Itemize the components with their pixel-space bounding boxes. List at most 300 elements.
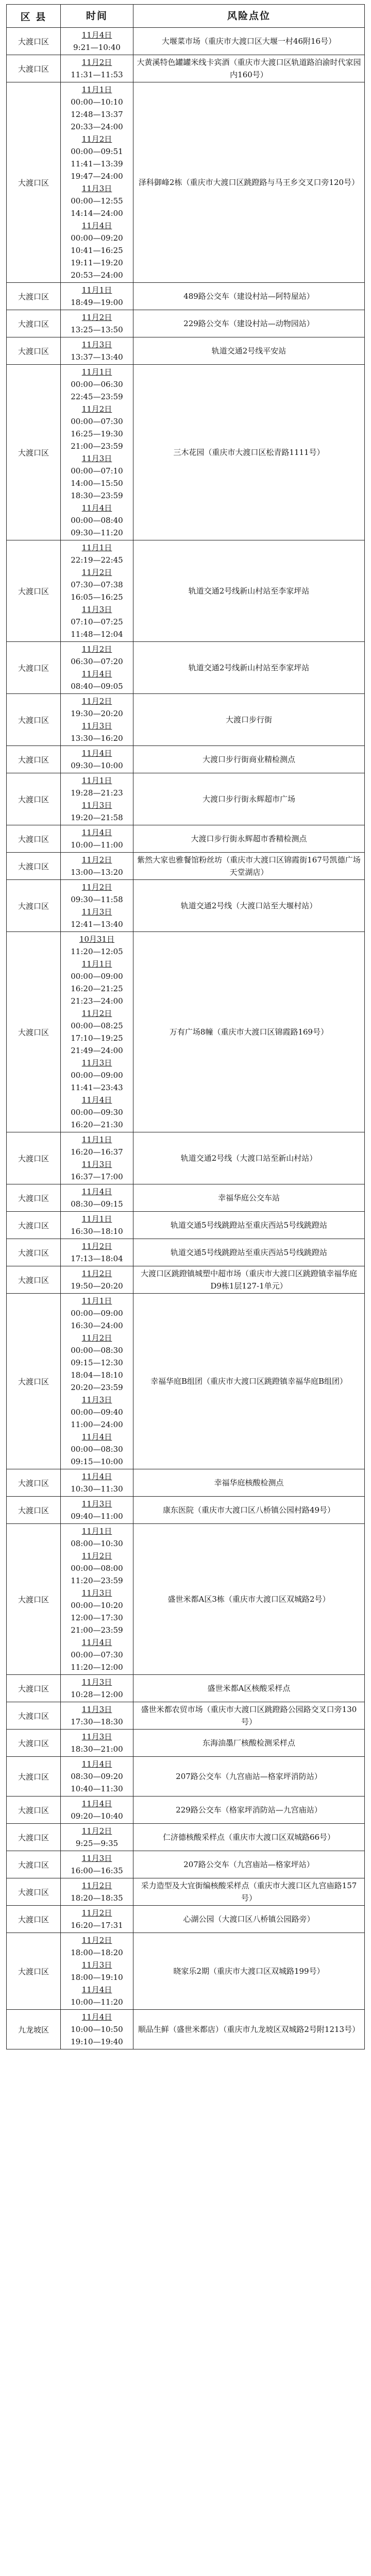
date-label: 11月4日 — [81, 1985, 112, 1994]
date-label: 11月2日 — [81, 1936, 112, 1945]
time-range: 14:14—24:00 — [71, 209, 123, 218]
time-cell — [61, 932, 133, 1132]
time-cell — [61, 825, 133, 853]
table-row — [7, 1797, 365, 1824]
table-row — [7, 1675, 365, 1702]
time-cell — [61, 365, 133, 540]
time-range: 14:00—15:50 — [71, 479, 123, 488]
date-label: 11月1日 — [81, 776, 112, 785]
place-cell: 轨道交通2号线新山村站至李家坪站 — [133, 540, 365, 642]
time-range: 09:30—10:00 — [71, 761, 123, 770]
time-cell — [61, 1702, 133, 1730]
time-cell — [61, 1266, 133, 1294]
time-cell — [61, 1239, 133, 1266]
date-label: 11月4日 — [81, 2012, 112, 2022]
time-range: 00:00—09:20 — [71, 233, 123, 243]
time-cell — [61, 1824, 133, 1851]
time-range: 21:23—24:00 — [71, 996, 123, 1006]
time-range: 20:53—24:00 — [71, 270, 123, 280]
time-cell — [61, 337, 133, 365]
table-row — [7, 1524, 365, 1675]
district-cell: 大渡口区 — [7, 1266, 61, 1294]
time-range: 11:00—24:00 — [71, 1420, 123, 1429]
time-range: 18:20—18:35 — [71, 1893, 123, 1903]
time-range: 18:00—19:10 — [71, 1973, 123, 1982]
time-range: 11:48—12:04 — [71, 630, 123, 639]
time-range: 12:48—13:37 — [71, 110, 123, 119]
time-range: 00:00—07:30 — [71, 417, 123, 426]
place-cell: 晓家乐2期（重庆市大渡口区双城路199号） — [133, 1933, 365, 2010]
time-cell — [61, 1294, 133, 1469]
time-range: 16:30—24:00 — [71, 1321, 123, 1330]
time-range: 09:30—11:20 — [71, 528, 123, 537]
table-row — [7, 365, 365, 540]
time-range: 18:30—23:59 — [71, 491, 123, 500]
place-cell: 三木花园（重庆市大渡口区松青路1111号） — [133, 365, 365, 540]
district-cell: 大渡口区 — [7, 1212, 61, 1239]
place-cell: 康东医院（重庆市大渡口区八桥镇公园村路49号） — [133, 1497, 365, 1524]
place-cell: 泽科御峰2栋（重庆市大渡口区跳蹬路与马王乡交叉口旁120号） — [133, 82, 365, 283]
place-cell: 229路公交车（格家坪消防站—九宫庙站） — [133, 1797, 365, 1824]
place-cell: 顺品生鲜（盛世米都店）（重庆市九龙坡区双城路2号附1213号） — [133, 2010, 365, 2049]
time-range: 20:33—24:00 — [71, 122, 123, 131]
district-cell: 大渡口区 — [7, 1294, 61, 1469]
date-label: 11月4日 — [81, 221, 112, 230]
table-row — [7, 880, 365, 932]
date-label: 11月4日 — [81, 1799, 112, 1808]
date-label: 11月4日 — [81, 1187, 112, 1196]
date-label: 11月2日 — [81, 1826, 112, 1836]
time-range: 16:20—21:30 — [71, 1120, 123, 1129]
time-cell — [61, 1469, 133, 1497]
time-range: 13:30—16:20 — [71, 734, 123, 743]
time-cell — [61, 1730, 133, 1757]
district-cell: 大渡口区 — [7, 1824, 61, 1851]
time-range: 10:41—16:25 — [71, 246, 123, 255]
time-cell — [61, 1524, 133, 1675]
place-cell: 轨道交通2号线（大渡口站至新山村站） — [133, 1132, 365, 1184]
place-cell: 轨道交通5号线跳蹬站至重庆西站5号线跳蹬站 — [133, 1239, 365, 1266]
table-row — [7, 1184, 365, 1212]
time-range: 19:20—21:58 — [71, 813, 123, 822]
date-label: 11月1日 — [81, 959, 112, 969]
district-cell: 大渡口区 — [7, 337, 61, 365]
district-cell: 大渡口区 — [7, 880, 61, 932]
time-range: 19:47—24:00 — [71, 172, 123, 181]
date-label: 11月4日 — [81, 1432, 112, 1442]
date-label: 11月3日 — [81, 1499, 112, 1509]
time-range: 9:21—10:40 — [73, 43, 121, 52]
table-row — [7, 694, 365, 746]
time-range: 11:20—23:59 — [71, 1576, 123, 1585]
date-label: 11月3日 — [81, 1705, 112, 1714]
district-cell: 大渡口区 — [7, 365, 61, 540]
table-header-row — [7, 5, 365, 28]
time-range: 00:00—08:30 — [71, 1346, 123, 1355]
place-cell: 大堰菜市场（重庆市大渡口区大堰一村46附16号） — [133, 28, 365, 55]
time-range: 22:45—23:59 — [71, 392, 123, 401]
date-label: 11月2日 — [81, 313, 112, 322]
date-label: 11月3日 — [81, 1588, 112, 1598]
time-cell — [61, 2010, 133, 2049]
date-label: 11月1日 — [81, 85, 112, 94]
time-cell — [61, 1497, 133, 1524]
header-time: 时间 — [61, 5, 133, 28]
time-range: 12:41—13:40 — [71, 920, 123, 929]
place-cell: 盛世米都A区核酸采样点 — [133, 1675, 365, 1702]
place-cell: 轨道交通2号线平安站 — [133, 337, 365, 365]
place-cell: 心湖公园（大渡口区八桥镇公园路旁） — [133, 1906, 365, 1933]
time-range: 16:20—17:31 — [71, 1921, 123, 1930]
time-range: 19:28—21:23 — [71, 788, 123, 798]
table-row — [7, 1906, 365, 1933]
time-cell — [61, 1797, 133, 1824]
time-cell — [61, 1212, 133, 1239]
date-label: 11月4日 — [81, 1638, 112, 1647]
table-row — [7, 1497, 365, 1524]
date-label: 11月2日 — [81, 58, 112, 67]
place-cell: 轨道交通2号线新山村站至李家坪站 — [133, 642, 365, 694]
time-range: 00:00—08:25 — [71, 1021, 123, 1030]
table-row — [7, 1702, 365, 1730]
date-label: 11月4日 — [81, 669, 112, 679]
time-range: 07:30—07:38 — [71, 580, 123, 589]
time-cell — [61, 1757, 133, 1797]
date-label: 11月3日 — [81, 1058, 112, 1067]
time-range: 21:00—23:59 — [71, 1625, 123, 1635]
table-row — [7, 1266, 365, 1294]
header-place: 风险点位 — [133, 5, 365, 28]
risk-location-table — [6, 4, 365, 2049]
table-row — [7, 1730, 365, 1757]
time-range: 08:30—09:15 — [71, 1199, 123, 1209]
time-range: 11:20—12:05 — [71, 947, 123, 956]
date-label: 11月3日 — [81, 907, 112, 917]
date-label: 11月4日 — [81, 1759, 112, 1769]
time-range: 16:25—19:30 — [71, 429, 123, 438]
time-range: 18:00—18:20 — [71, 1948, 123, 1957]
time-range: 00:00—08:40 — [71, 516, 123, 525]
time-range: 17:13—18:04 — [71, 1254, 123, 1263]
time-cell — [61, 1184, 133, 1212]
time-range: 22:19—22:45 — [71, 555, 123, 565]
place-cell: 大黄溪特色罐罐米线卡宾酒（重庆市大渡口区轨道路泊渝时代家园内160号） — [133, 55, 365, 82]
district-cell: 大渡口区 — [7, 1675, 61, 1702]
place-cell: 采力造型及大宜街编核酸采样点（重庆市大渡口区九宫庙路157号） — [133, 1878, 365, 1906]
time-cell — [61, 853, 133, 880]
date-label: 11月3日 — [81, 605, 112, 614]
time-range: 00:00—08:00 — [71, 1564, 123, 1573]
district-cell: 大渡口区 — [7, 1497, 61, 1524]
date-label: 11月3日 — [81, 721, 112, 731]
district-cell: 大渡口区 — [7, 1757, 61, 1797]
time-range: 21:49—24:00 — [71, 1046, 123, 1055]
table-row — [7, 746, 365, 773]
date-label: 11月4日 — [81, 1472, 112, 1481]
table-row — [7, 2010, 365, 2049]
district-cell: 大渡口区 — [7, 1239, 61, 1266]
time-range: 16:00—16:35 — [71, 1866, 123, 1875]
time-cell — [61, 773, 133, 825]
date-label: 11月2日 — [81, 697, 112, 706]
table-row — [7, 310, 365, 337]
place-cell: 轨道交通2号线（大渡口站至大堰村站） — [133, 880, 365, 932]
time-cell — [61, 746, 133, 773]
table-row — [7, 825, 365, 853]
time-cell — [61, 1906, 133, 1933]
time-range: 00:00—10:20 — [71, 1601, 123, 1610]
table-row — [7, 1824, 365, 1851]
district-cell: 大渡口区 — [7, 1702, 61, 1730]
time-range: 07:10—07:25 — [71, 617, 123, 626]
district-cell: 大渡口区 — [7, 932, 61, 1132]
date-label: 11月3日 — [81, 1854, 112, 1863]
time-range: 10:00—11:20 — [71, 1997, 123, 2007]
date-label: 11月2日 — [81, 1551, 112, 1561]
date-label: 11月4日 — [81, 30, 112, 40]
date-label: 11月2日 — [81, 1009, 112, 1018]
time-range: 09:20—10:40 — [71, 1811, 123, 1821]
date-label: 11月2日 — [81, 855, 112, 865]
place-cell: 大渡口步行街商业精检测点 — [133, 746, 365, 773]
time-range: 00:00—09:40 — [71, 1408, 123, 1417]
date-label: 10月31日 — [79, 935, 115, 944]
time-range: 09:15—10:00 — [71, 1457, 123, 1466]
table-row — [7, 1212, 365, 1239]
time-range: 21:00—23:59 — [71, 442, 123, 451]
date-label: 11月3日 — [81, 1395, 112, 1404]
time-range: 18:49—19:00 — [71, 298, 123, 307]
time-range: 17:10—19:25 — [71, 1033, 123, 1043]
time-range: 10:28—12:00 — [71, 1690, 123, 1699]
date-label: 11月1日 — [81, 543, 112, 552]
district-cell: 大渡口区 — [7, 283, 61, 310]
table-row — [7, 1239, 365, 1266]
place-cell: 幸福华庭核酸检测点 — [133, 1469, 365, 1497]
time-range: 11:41—13:39 — [71, 159, 123, 168]
date-label: 11月2日 — [81, 1269, 112, 1278]
time-range: 18:30—21:00 — [71, 1744, 123, 1754]
header-district: 区 县 — [7, 5, 61, 28]
time-range: 00:00—09:00 — [71, 1309, 123, 1318]
table-row — [7, 55, 365, 82]
date-label: 11月3日 — [81, 1677, 112, 1687]
date-label: 11月4日 — [81, 503, 112, 513]
date-label: 11月3日 — [81, 184, 112, 193]
table-row — [7, 283, 365, 310]
district-cell: 大渡口区 — [7, 1524, 61, 1675]
date-label: 11月2日 — [81, 404, 112, 414]
time-range: 13:25—13:50 — [71, 325, 123, 334]
district-cell: 大渡口区 — [7, 1906, 61, 1933]
time-range: 10:40—11:30 — [71, 1784, 123, 1793]
district-cell: 大渡口区 — [7, 1933, 61, 2010]
date-label: 11月1日 — [81, 1296, 112, 1306]
table-row — [7, 1132, 365, 1184]
place-cell: 仁济德核酸采样点（重庆市大渡口区双城路66号） — [133, 1824, 365, 1851]
time-range: 00:00—06:30 — [71, 380, 123, 389]
time-range: 11:41—23:43 — [71, 1083, 123, 1092]
time-range: 00:00—08:30 — [71, 1445, 123, 1454]
time-cell — [61, 82, 133, 283]
time-range: 19:11—19:20 — [71, 258, 123, 267]
time-range: 18:04—18:10 — [71, 1370, 123, 1380]
date-label: 11月1日 — [81, 285, 112, 295]
district-cell: 大渡口区 — [7, 1797, 61, 1824]
date-label: 11月2日 — [81, 1908, 112, 1918]
place-cell: 207路公交车（九宫庙站—格家坪消防站） — [133, 1757, 365, 1797]
date-label: 11月3日 — [81, 340, 112, 349]
time-range: 10:00—11:00 — [71, 840, 123, 850]
time-range: 16:20—21:25 — [71, 984, 123, 993]
date-label: 11月2日 — [81, 645, 112, 654]
time-range: 00:00—12:55 — [71, 196, 123, 206]
place-cell: 轨道交通5号线跳蹬站至重庆西站5号线跳蹬站 — [133, 1212, 365, 1239]
time-range: 19:50—20:20 — [71, 1281, 123, 1291]
district-cell: 大渡口区 — [7, 825, 61, 853]
time-cell — [61, 642, 133, 694]
time-range: 08:40—09:05 — [71, 682, 123, 691]
place-cell: 盛世米都农贸市场（重庆市大渡口区跳蹬路公园路交叉口旁130号） — [133, 1702, 365, 1730]
date-label: 11月2日 — [81, 1242, 112, 1251]
place-cell: 207路公交车（九宫庙站—格家坪站） — [133, 1851, 365, 1878]
district-cell: 大渡口区 — [7, 310, 61, 337]
date-label: 11月3日 — [81, 1732, 112, 1741]
time-range: 17:30—18:30 — [71, 1717, 123, 1726]
time-range: 12:00—17:30 — [71, 1613, 123, 1622]
time-range: 09:15—12:30 — [71, 1358, 123, 1367]
time-cell — [61, 55, 133, 82]
table-row — [7, 1294, 365, 1469]
district-cell: 大渡口区 — [7, 853, 61, 880]
place-cell: 万有广场8幢（重庆市大渡口区锦霞路169号） — [133, 932, 365, 1132]
date-label: 11月2日 — [81, 1333, 112, 1343]
time-cell — [61, 880, 133, 932]
table-row — [7, 337, 365, 365]
time-range: 13:00—13:20 — [71, 868, 123, 877]
time-range: 19:10—19:40 — [71, 2037, 123, 2046]
place-cell: 229路公交车（建设村站—动物园站） — [133, 310, 365, 337]
place-cell: 大渡口区跳蹬镇城塑中超市场（重庆市大渡口区跳蹬镇幸福华庭D9栋1层127-1单元） — [133, 1266, 365, 1294]
district-cell: 九龙坡区 — [7, 2010, 61, 2049]
time-cell — [61, 1851, 133, 1878]
district-cell: 大渡口区 — [7, 540, 61, 642]
date-label: 11月2日 — [81, 568, 112, 577]
table-row — [7, 773, 365, 825]
district-cell: 大渡口区 — [7, 694, 61, 746]
district-cell: 大渡口区 — [7, 1851, 61, 1878]
time-range: 16:30—18:10 — [71, 1227, 123, 1236]
table-row — [7, 642, 365, 694]
district-cell: 大渡口区 — [7, 746, 61, 773]
time-cell — [61, 540, 133, 642]
time-range: 08:00—10:30 — [71, 1539, 123, 1548]
time-range: 00:00—09:30 — [71, 1108, 123, 1117]
district-cell: 大渡口区 — [7, 1132, 61, 1184]
place-cell: 幸福华庭公交车站 — [133, 1184, 365, 1212]
table-row — [7, 28, 365, 55]
district-cell: 大渡口区 — [7, 82, 61, 283]
district-cell: 大渡口区 — [7, 642, 61, 694]
district-cell: 大渡口区 — [7, 1878, 61, 1906]
place-cell: 紫然大家也雅餐馆粉丝坊（重庆市大渡口区锦霞街167号凯德广场天堂湖店） — [133, 853, 365, 880]
time-cell — [61, 310, 133, 337]
table-row — [7, 1851, 365, 1878]
place-cell: 幸福华庭B组团（重庆市大渡口区跳蹬镇幸福华庭B组团） — [133, 1294, 365, 1469]
time-range: 00:00—09:00 — [71, 972, 123, 981]
table-row — [7, 1469, 365, 1497]
place-cell: 大渡口步行街永辉超市香精检测点 — [133, 825, 365, 853]
table-row — [7, 540, 365, 642]
time-range: 09:40—11:00 — [71, 1512, 123, 1521]
time-range: 19:30—20:20 — [71, 709, 123, 718]
time-range: 00:00—09:00 — [71, 1071, 123, 1080]
district-cell: 大渡口区 — [7, 773, 61, 825]
time-cell — [61, 1675, 133, 1702]
date-label: 11月3日 — [81, 1160, 112, 1169]
district-cell: 大渡口区 — [7, 1184, 61, 1212]
table-row — [7, 1933, 365, 2010]
place-cell: 东海油墨厂核酸检测采样点 — [133, 1730, 365, 1757]
date-label: 11月4日 — [81, 749, 112, 758]
date-label: 11月1日 — [81, 1214, 112, 1224]
time-range: 00:00—10:10 — [71, 97, 123, 107]
district-cell: 大渡口区 — [7, 28, 61, 55]
table-row — [7, 1757, 365, 1797]
date-label: 11月4日 — [81, 1095, 112, 1105]
place-cell: 大渡口步行街 — [133, 694, 365, 746]
time-range: 20:20—23:59 — [71, 1383, 123, 1392]
time-range: 11:20—12:00 — [71, 1663, 123, 1672]
table-row — [7, 82, 365, 283]
time-range: 06:30—07:20 — [71, 657, 123, 666]
time-cell — [61, 1132, 133, 1184]
date-label: 11月3日 — [81, 1960, 112, 1970]
date-label: 11月2日 — [81, 1881, 112, 1890]
time-range: 08:30—09:20 — [71, 1772, 123, 1781]
time-range: 00:00—09:51 — [71, 147, 123, 156]
place-cell: 盛世米都A区3栋（重庆市大渡口区双城路2号） — [133, 1524, 365, 1675]
table-row — [7, 1878, 365, 1906]
time-range: 10:00—10:50 — [71, 2025, 123, 2034]
date-label: 11月1日 — [81, 367, 112, 377]
time-cell — [61, 1878, 133, 1906]
time-cell — [61, 694, 133, 746]
table-row — [7, 853, 365, 880]
time-range: 16:20—16:37 — [71, 1147, 123, 1157]
date-label: 11月1日 — [81, 1527, 112, 1536]
time-cell — [61, 28, 133, 55]
time-range: 10:30—11:30 — [71, 1484, 123, 1494]
time-range: 13:37—13:40 — [71, 352, 123, 362]
district-cell: 大渡口区 — [7, 1730, 61, 1757]
time-range: 11:31—11:53 — [71, 70, 123, 79]
district-cell: 大渡口区 — [7, 55, 61, 82]
place-cell: 489路公交车（建设村站—阿特屋站） — [133, 283, 365, 310]
date-label: 11月4日 — [81, 828, 112, 837]
time-cell — [61, 283, 133, 310]
date-label: 11月2日 — [81, 883, 112, 892]
date-label: 11月3日 — [81, 801, 112, 810]
place-cell: 大渡口步行街永辉超市广场 — [133, 773, 365, 825]
date-label: 11月1日 — [81, 1135, 112, 1144]
date-label: 11月2日 — [81, 134, 112, 144]
time-range: 9:25—9:35 — [75, 1839, 119, 1848]
time-range: 16:37—17:00 — [71, 1172, 123, 1181]
time-cell — [61, 1933, 133, 2010]
table-row — [7, 932, 365, 1132]
time-range: 09:30—11:58 — [71, 895, 123, 904]
